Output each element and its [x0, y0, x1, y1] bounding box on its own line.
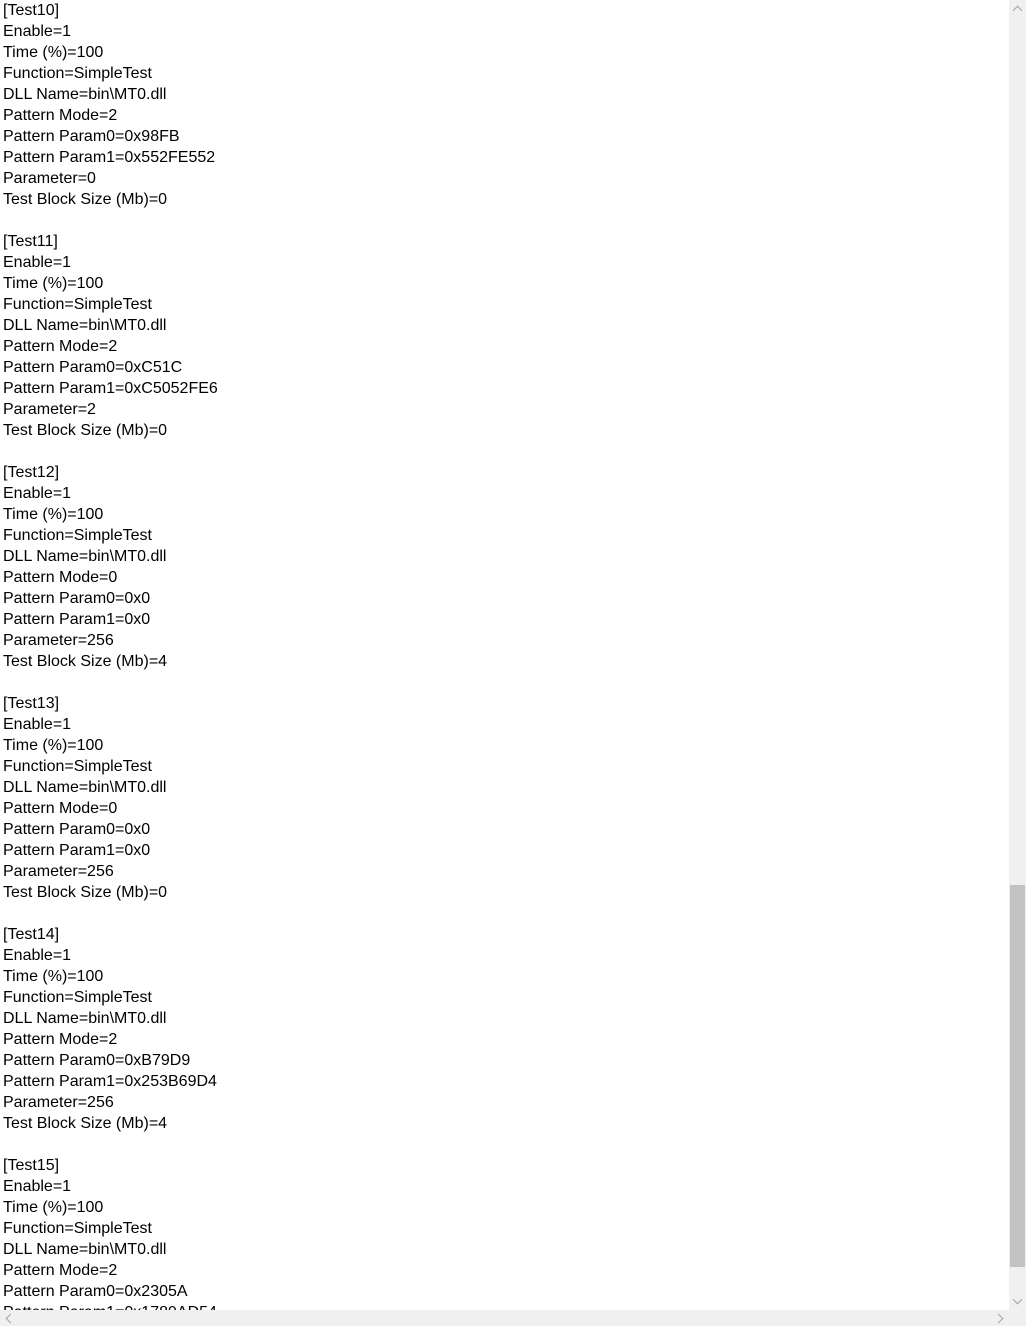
text-line: Time (%)=100 [3, 44, 104, 61]
text-line: Parameter=256 [3, 632, 114, 649]
text-line: Test Block Size (Mb)=4 [3, 653, 168, 670]
text-line: [Test14] [3, 926, 60, 943]
text-line: Function=SimpleTest [3, 296, 152, 313]
text-line: Enable=1 [3, 485, 72, 502]
text-line: Pattern Param1=0x0 [3, 611, 151, 628]
text-line: Pattern Param1=0x253B69D4 [3, 1073, 217, 1090]
text-line: [Test11] [3, 233, 58, 250]
text-line: Test Block Size (Mb)=0 [3, 191, 168, 208]
scrollbar-corner [1009, 1310, 1026, 1326]
text-line: Pattern Mode=0 [3, 800, 118, 817]
text-line: Pattern Param0=0x0 [3, 821, 151, 838]
scroll-down-button[interactable] [1009, 1293, 1026, 1310]
text-line: Time (%)=100 [3, 1199, 104, 1216]
text-line: Pattern Mode=2 [3, 1262, 118, 1279]
text-line: Enable=1 [3, 716, 72, 733]
text-line: Parameter=2 [3, 401, 96, 418]
text-line: Pattern Mode=2 [3, 107, 118, 124]
text-line: Pattern Param1=0xC5052FE6 [3, 380, 218, 397]
text-line [3, 1134, 1009, 1155]
text-line: Function=SimpleTest [3, 527, 152, 544]
text-line: Function=SimpleTest [3, 989, 152, 1006]
text-line: Enable=1 [3, 23, 72, 40]
text-line: DLL Name=bin\MT0.dll [3, 1241, 167, 1258]
horizontal-scrollbar[interactable] [0, 1310, 1009, 1326]
chevron-left-icon [6, 1313, 16, 1323]
text-line: Time (%)=100 [3, 275, 104, 292]
text-line [3, 441, 1009, 462]
chevron-right-icon [994, 1313, 1004, 1323]
text-line: [Test12] [3, 464, 60, 481]
text-line: Pattern Param0=0xC51C [3, 359, 183, 376]
text-line: Pattern Param0=0x2305A [3, 1283, 188, 1300]
text-line: Time (%)=100 [3, 737, 104, 754]
text-line: Test Block Size (Mb)=0 [3, 884, 168, 901]
text-line: Enable=1 [3, 1178, 72, 1195]
text-line: Parameter=256 [3, 863, 114, 880]
text-line: DLL Name=bin\MT0.dll [3, 317, 167, 334]
text-line: Function=SimpleTest [3, 65, 152, 82]
text-line [3, 672, 1009, 693]
text-line: Test Block Size (Mb)=4 [3, 1115, 168, 1132]
text-line: DLL Name=bin\MT0.dll [3, 779, 167, 796]
text-line: Function=SimpleTest [3, 758, 152, 775]
text-line: Parameter=256 [3, 1094, 114, 1111]
chevron-up-icon [1013, 6, 1023, 16]
text-line: Pattern Param1=0x0 [3, 842, 151, 859]
chevron-down-icon [1013, 1295, 1023, 1305]
text-line: Pattern Param1=0x552FE552 [3, 149, 216, 166]
text-line: Pattern Mode=0 [3, 569, 118, 586]
scroll-up-button[interactable] [1009, 0, 1026, 17]
text-line [3, 903, 1009, 924]
text-line: [Test15] [3, 1157, 60, 1174]
text-line: DLL Name=bin\MT0.dll [3, 86, 167, 103]
text-line: Pattern Mode=2 [3, 1031, 118, 1048]
text-line: [Test10] [3, 2, 60, 19]
text-line: DLL Name=bin\MT0.dll [3, 1010, 167, 1027]
text-line: [Test13] [3, 695, 60, 712]
text-line: Pattern Mode=2 [3, 338, 118, 355]
vertical-scrollbar[interactable] [1009, 0, 1026, 1310]
text-line: Parameter=0 [3, 170, 96, 187]
text-line: DLL Name=bin\MT0.dll [3, 548, 167, 565]
text-line: Test Block Size (Mb)=0 [3, 422, 168, 439]
vertical-scroll-thumb[interactable] [1010, 885, 1025, 1267]
text-line: Pattern Param0=0xB79D9 [3, 1052, 191, 1069]
scroll-left-button[interactable] [0, 1310, 17, 1326]
text-line: Pattern Param0=0x98FB [3, 128, 180, 145]
text-line: Time (%)=100 [3, 506, 104, 523]
scroll-right-button[interactable] [992, 1310, 1009, 1326]
text-line: Pattern Param0=0x0 [3, 590, 151, 607]
text-line: Enable=1 [3, 947, 72, 964]
text-line: Time (%)=100 [3, 968, 104, 985]
text-line: Function=SimpleTest [3, 1220, 152, 1237]
text-line [3, 210, 1009, 231]
text-line: Enable=1 [3, 254, 72, 271]
